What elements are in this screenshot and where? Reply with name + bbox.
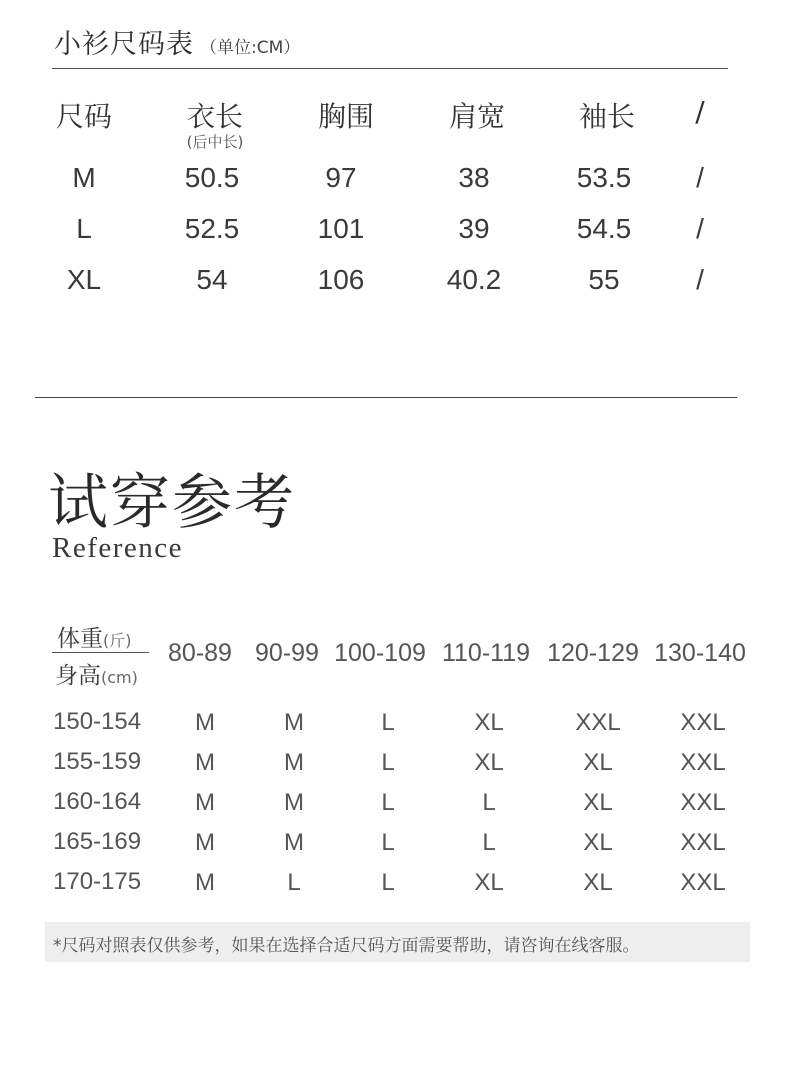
size-cell: L bbox=[287, 869, 301, 896]
header-length-note: (后中长) bbox=[186, 133, 244, 151]
header-size: 尺码 bbox=[55, 100, 113, 133]
disclaimer-note: *尺码对照表仅供参考，如果在选择合适尺码方面需要帮助，请咨询在线客服。 bbox=[45, 922, 750, 962]
size-row-l-extra: / bbox=[696, 213, 704, 244]
weight-label: 体重 bbox=[57, 626, 103, 652]
size-row-m-size: M bbox=[72, 162, 96, 193]
size-row-m-shoulder: 38 bbox=[458, 162, 490, 193]
size-row-l-chest: 101 bbox=[317, 213, 365, 244]
size-cell: L bbox=[381, 789, 395, 816]
weight-range-header: 90-99 bbox=[255, 639, 319, 667]
weight-range-header: 110-119 bbox=[441, 639, 531, 667]
size-cell: XXL bbox=[575, 709, 621, 736]
height-label: 身高 bbox=[55, 663, 101, 689]
reference-subtitle: Reference bbox=[52, 532, 184, 564]
weight-range-header: 80-89 bbox=[168, 639, 232, 667]
size-cell: M bbox=[195, 709, 215, 736]
size-row-xl-extra: / bbox=[696, 264, 704, 295]
size-row-m-extra: / bbox=[696, 162, 704, 193]
height-row-label: 150-154 bbox=[53, 708, 142, 735]
corner-weight-label bbox=[57, 620, 132, 653]
header-shoulder: 肩宽 bbox=[448, 100, 506, 133]
size-cell: XXL bbox=[680, 749, 726, 776]
header-extra: / bbox=[695, 95, 705, 128]
size-cell: XL bbox=[474, 749, 504, 776]
size-cell: XXL bbox=[680, 789, 726, 816]
weight-range-header: 100-109 bbox=[334, 639, 426, 667]
size-row-l-size: L bbox=[76, 213, 92, 244]
size-cell: M bbox=[195, 829, 215, 856]
size-row-xl-length: 54 bbox=[196, 264, 228, 295]
header-chest: 胸围 bbox=[317, 100, 375, 133]
size-cell: XL bbox=[474, 869, 504, 896]
size-row-xl-shoulder: 40.2 bbox=[446, 264, 502, 295]
height-unit: (cm) bbox=[101, 668, 138, 687]
height-row-label: 160-164 bbox=[53, 788, 142, 815]
size-row-m-length: 50.5 bbox=[184, 162, 240, 193]
size-row-l-length: 52.5 bbox=[184, 213, 240, 244]
size-cell: M bbox=[284, 829, 304, 856]
size-chart-unit: （单位:CM） bbox=[200, 38, 301, 58]
corner-height-label bbox=[55, 657, 138, 690]
height-row-label: 155-159 bbox=[53, 748, 142, 775]
weight-unit: (斤) bbox=[103, 631, 132, 650]
size-cell: XXL bbox=[680, 869, 726, 896]
size-cell: XXL bbox=[680, 829, 726, 856]
size-cell: L bbox=[482, 789, 496, 816]
size-row-l-sleeve: 54.5 bbox=[576, 213, 632, 244]
size-cell: L bbox=[381, 829, 395, 856]
header-length: 衣长 bbox=[186, 100, 244, 133]
reference-title: 试穿参考 bbox=[48, 468, 296, 538]
size-row-l-shoulder: 39 bbox=[458, 213, 490, 244]
size-cell: M bbox=[284, 789, 304, 816]
size-cell: L bbox=[381, 869, 395, 896]
size-cell: XL bbox=[583, 869, 613, 896]
size-chart-title-row bbox=[54, 22, 301, 60]
size-row-m-sleeve: 53.5 bbox=[576, 162, 632, 193]
size-cell: XL bbox=[583, 749, 613, 776]
size-row-xl-size: XL bbox=[66, 264, 102, 295]
corner-divider bbox=[52, 652, 149, 653]
size-cell: XXL bbox=[680, 709, 726, 736]
section-divider bbox=[35, 397, 737, 398]
size-chart-title: 小衫尺码表 bbox=[54, 29, 194, 60]
weight-range-header: 120-129 bbox=[547, 639, 639, 667]
weight-range-header: 130-140 bbox=[654, 639, 746, 667]
size-cell: L bbox=[482, 829, 496, 856]
size-cell: M bbox=[195, 869, 215, 896]
size-cell: M bbox=[195, 789, 215, 816]
size-cell: L bbox=[381, 709, 395, 736]
size-row-xl-chest: 106 bbox=[317, 264, 365, 295]
height-row-label: 170-175 bbox=[53, 868, 142, 895]
header-sleeve: 袖长 bbox=[578, 100, 636, 133]
top-divider bbox=[52, 68, 728, 69]
size-cell: XL bbox=[583, 829, 613, 856]
size-cell: M bbox=[284, 709, 304, 736]
size-cell: L bbox=[381, 749, 395, 776]
height-row-label: 165-169 bbox=[53, 828, 142, 855]
size-cell: M bbox=[195, 749, 215, 776]
size-row-xl-sleeve: 55 bbox=[588, 264, 620, 295]
size-cell: XL bbox=[583, 789, 613, 816]
size-cell: M bbox=[284, 749, 304, 776]
size-row-m-chest: 97 bbox=[325, 162, 357, 193]
size-cell: XL bbox=[474, 709, 504, 736]
